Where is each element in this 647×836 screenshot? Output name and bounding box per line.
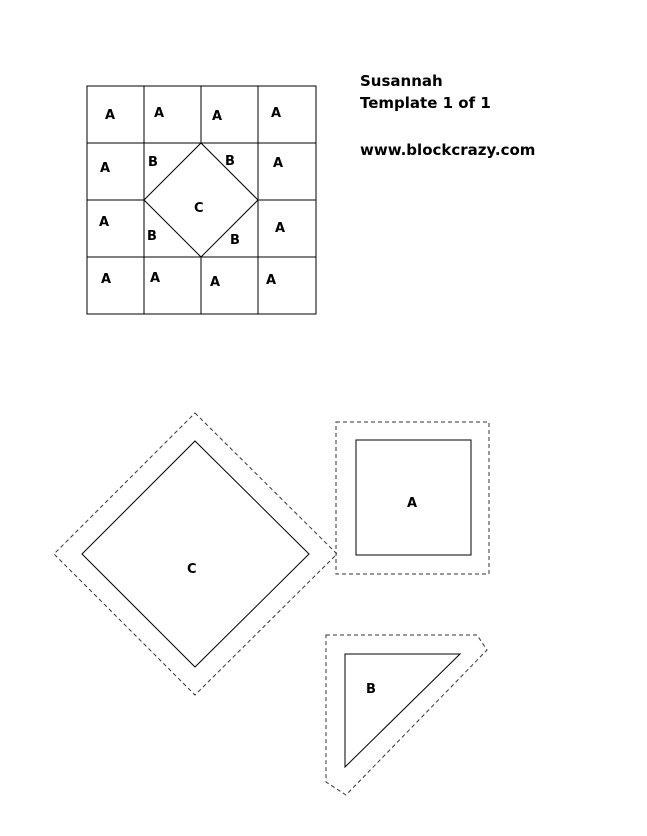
center-diamond [144, 143, 258, 257]
cell-label: A [266, 273, 277, 288]
template-c [54, 413, 337, 695]
template-c-label: C [187, 562, 197, 577]
cell-label: A [105, 108, 116, 123]
pattern-title: Susannah [360, 72, 443, 90]
template-b-outline [345, 654, 460, 767]
cell-label: B [147, 229, 157, 244]
cell-label: A [275, 221, 286, 236]
template-b-seam-allowance [326, 635, 487, 795]
block-labels [99, 106, 285, 290]
cell-label: A [150, 271, 161, 286]
cell-label: A [100, 161, 111, 176]
template-a [336, 422, 489, 574]
cell-label: A [273, 156, 284, 171]
cell-label: A [212, 109, 223, 124]
template-c-outline [82, 441, 309, 667]
cell-label: A [154, 106, 165, 121]
template-a-label: A [407, 496, 418, 511]
cell-label: A [271, 106, 282, 121]
block-diagram [87, 86, 316, 314]
cell-label: B [148, 155, 158, 170]
template-b [326, 635, 487, 795]
template-count: Template 1 of 1 [360, 94, 491, 112]
template-c-seam-allowance [54, 413, 337, 695]
cell-label: A [101, 272, 112, 287]
cell-label: A [99, 215, 110, 230]
website-link[interactable]: www.blockcrazy.com [360, 141, 536, 159]
cell-label: B [230, 233, 240, 248]
cell-label: A [210, 275, 221, 290]
cell-label: C [194, 201, 204, 216]
template-b-label: B [366, 682, 376, 697]
cell-label: B [225, 154, 235, 169]
